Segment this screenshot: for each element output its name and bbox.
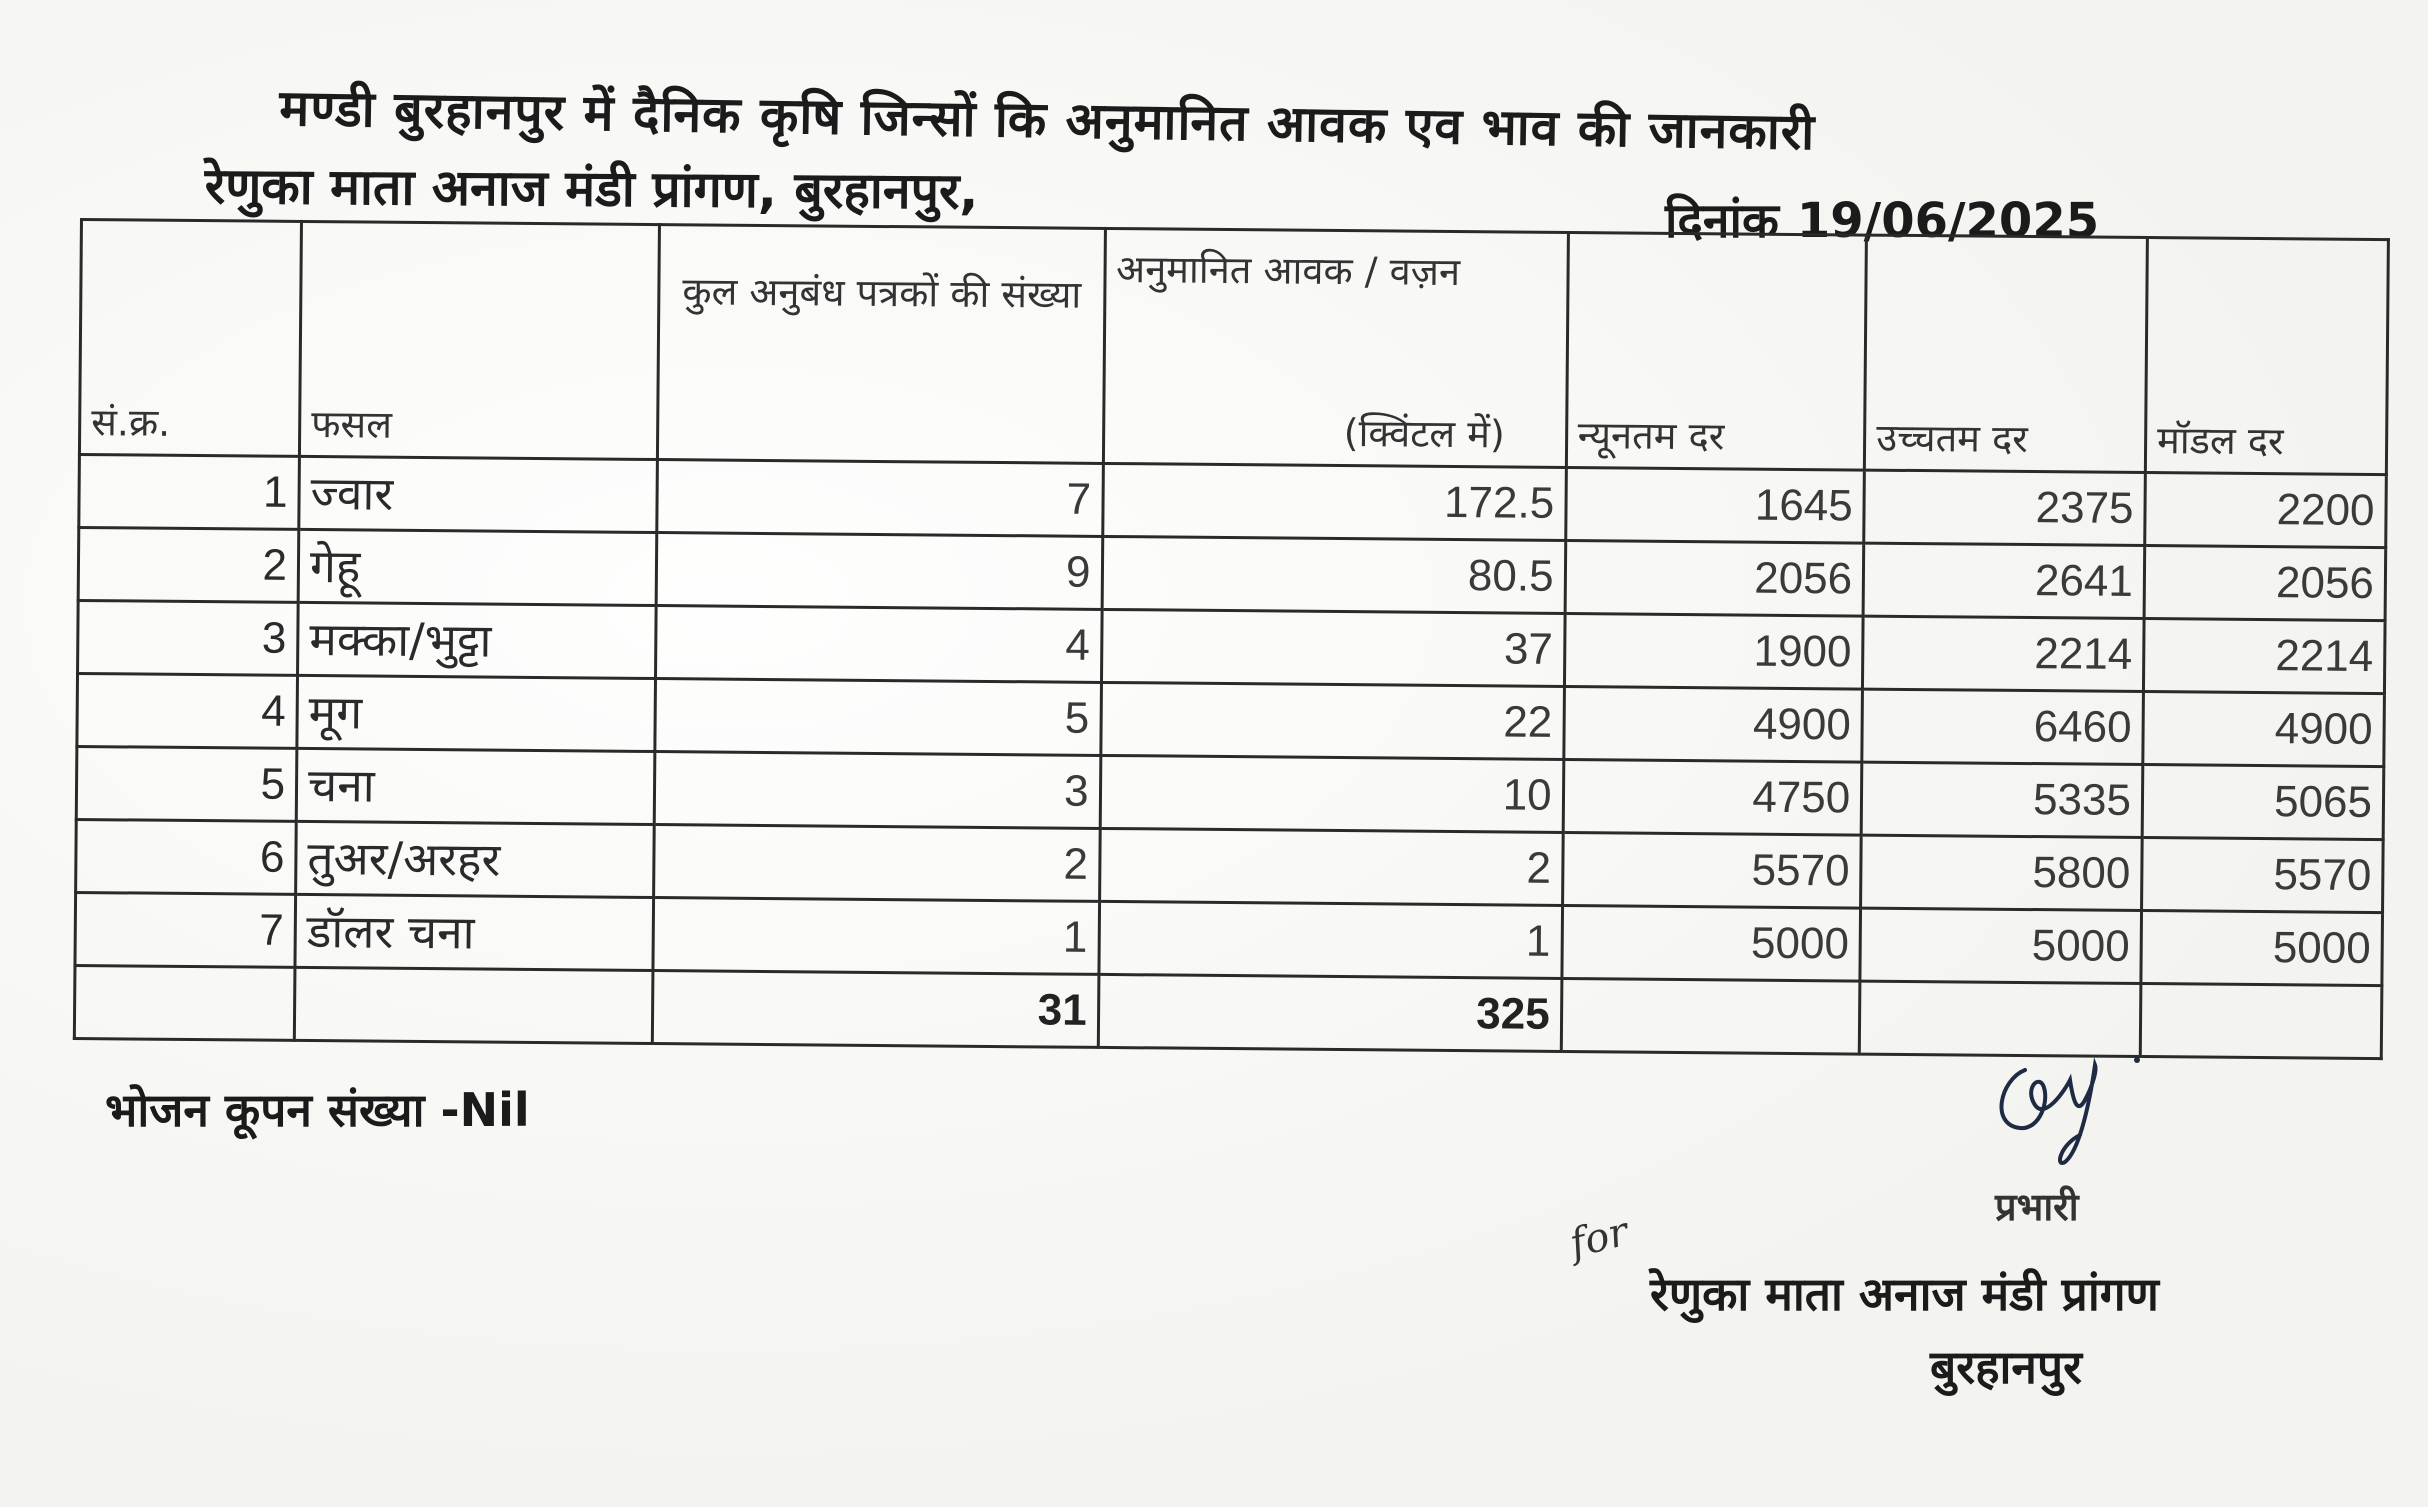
column-header-serial: सं.क्र. <box>79 220 301 457</box>
contracts-cell: 9 <box>656 533 1102 610</box>
column-header-min-rate: न्यूनतम दर <box>1566 232 1867 470</box>
modal-rate-cell: 2214 <box>2143 619 2385 694</box>
arrival-header-label: अनुमानित आवक / वज़न <box>1115 247 1461 295</box>
column-header-contracts: कुल अनुबंध पत्रकों की संख्या <box>658 225 1105 464</box>
total-arrival-cell: 325 <box>1098 974 1562 1051</box>
serial-cell: 1 <box>79 455 300 530</box>
column-header-arrival <box>1103 228 1568 467</box>
min-rate-cell: 4750 <box>1563 759 1862 835</box>
total-contracts-cell: 31 <box>653 971 1099 1048</box>
min-rate-cell: 1645 <box>1565 467 1864 543</box>
serial-cell: 6 <box>76 819 297 894</box>
column-header-max-rate: उच्चतम दर <box>1865 235 2148 472</box>
column-header-crop: फसल <box>299 221 659 459</box>
arrival-cell: 22 <box>1100 682 1564 759</box>
contracts-cell: 5 <box>655 679 1101 756</box>
arrival-cell: 1 <box>1099 901 1563 978</box>
max-rate-cell: 5000 <box>1860 908 2141 983</box>
arrival-cell: 80.5 <box>1102 536 1566 613</box>
designation-label: प्रभारी <box>1995 1185 2079 1229</box>
document-title: मण्डी बुरहानपुर में दैनिक कृषि जिन्सों कि अनुमानित आवक एव भाव की जानकारी <box>278 78 1816 162</box>
handwritten-signature <box>1985 1040 2155 1170</box>
office-city: बुरहानपुर <box>1930 1340 2082 1394</box>
total-empty-cell <box>1561 978 1860 1054</box>
crop-cell: ज्वार <box>299 456 658 532</box>
total-empty-cell <box>2140 984 2382 1059</box>
min-rate-cell: 1900 <box>1564 613 1863 689</box>
serial-cell: 4 <box>77 673 298 748</box>
contracts-cell: 1 <box>653 898 1099 975</box>
max-rate-cell: 2214 <box>1863 616 2144 691</box>
total-empty-cell <box>74 965 295 1040</box>
document-subtitle: रेणुका माता अनाज मंडी प्रांगण, बुरहानपुर, <box>204 156 979 221</box>
crop-cell: मूग <box>297 675 656 751</box>
contracts-cell: 3 <box>655 752 1101 829</box>
max-rate-cell: 5335 <box>1861 762 2142 837</box>
max-rate-cell: 6460 <box>1862 689 2143 764</box>
serial-cell: 5 <box>76 746 297 821</box>
column-header-modal-rate: मॉडल दर <box>2145 238 2388 475</box>
max-rate-cell: 5800 <box>1861 835 2142 910</box>
date-value: 19/06/2025 <box>1796 193 2100 249</box>
crop-cell: तुअर/अरहर <box>296 821 655 897</box>
arrival-header-unit: (क्विंटल में) <box>1343 411 1505 457</box>
contracts-cell: 4 <box>656 606 1102 683</box>
arrival-cell: 10 <box>1100 755 1564 832</box>
min-rate-cell: 5000 <box>1562 905 1861 981</box>
meal-coupon-count: भोजन कूपन संख्या -Nil <box>105 1083 530 1137</box>
modal-rate-cell: 5065 <box>2142 765 2384 840</box>
for-annotation: for <box>1565 1208 1633 1268</box>
crop-cell: मक्का/भुट्टा <box>298 602 657 678</box>
modal-rate-cell: 5000 <box>2141 911 2383 986</box>
crop-cell: गेहू <box>298 529 657 605</box>
min-rate-cell: 4900 <box>1563 686 1862 762</box>
modal-rate-cell: 5570 <box>2142 838 2384 913</box>
table-body <box>75 455 2386 986</box>
contracts-cell: 2 <box>654 825 1100 902</box>
crop-cell: डॉलर चना <box>295 894 654 970</box>
rates-table-container <box>73 218 2390 1060</box>
arrival-cell: 2 <box>1099 828 1563 905</box>
date-label: दिनांक <box>1665 193 1779 249</box>
modal-rate-cell: 2200 <box>2145 473 2387 548</box>
serial-cell: 2 <box>78 528 299 603</box>
min-rate-cell: 2056 <box>1565 540 1864 616</box>
contracts-cell: 7 <box>657 460 1103 537</box>
modal-rate-cell: 4900 <box>2143 692 2385 767</box>
serial-cell: 7 <box>75 892 296 967</box>
arrival-cell: 172.5 <box>1102 463 1566 540</box>
modal-rate-cell: 2056 <box>2144 546 2386 621</box>
arrival-cell: 37 <box>1101 609 1565 686</box>
table-header-row <box>79 220 2388 475</box>
max-rate-cell: 2641 <box>1863 543 2144 618</box>
office-name: रेणुका माता अनाज मंडी प्रांगण <box>1650 1267 2159 1321</box>
rates-table <box>73 218 2390 1060</box>
total-empty-cell <box>294 967 653 1043</box>
crop-cell: चना <box>296 748 655 824</box>
serial-cell: 3 <box>78 600 299 675</box>
min-rate-cell: 5570 <box>1562 832 1861 908</box>
max-rate-cell: 2375 <box>1864 470 2145 545</box>
